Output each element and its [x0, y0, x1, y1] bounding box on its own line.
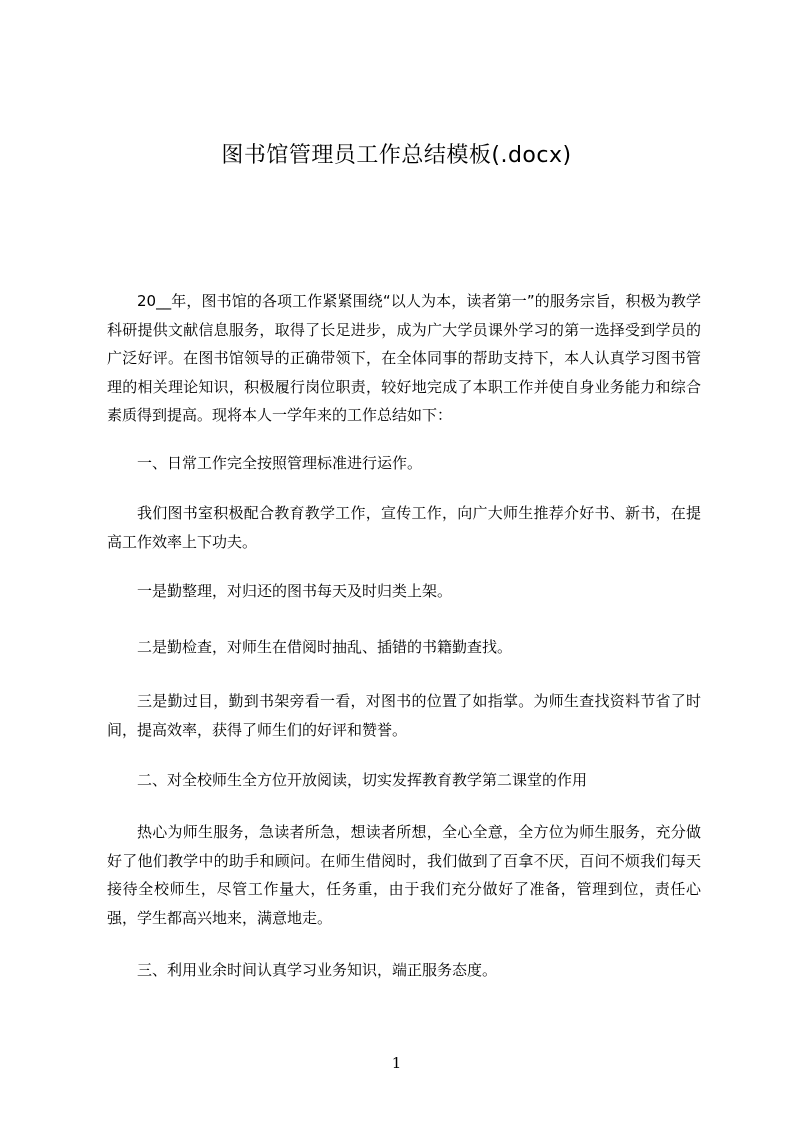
paragraph-inspect: 二是勤检查，对师生在借阅时抽乱、插错的书籍勤查找。	[137, 638, 513, 656]
section-heading-1: 一、日常工作完全按照管理标准进行运作。	[137, 454, 423, 472]
section-heading-2: 二、对全校师生全方位开放阅读，切实发挥教育教学第二课堂的作用	[137, 771, 588, 789]
section-heading-3: 三、利用业余时间认真学习业务知识，端正服务态度。	[137, 961, 498, 979]
paragraph-review: 三是勤过目，勤到书架旁看一看，对图书的位置了如指掌。为师生查找资料节省了时间，提高效率，获得了师生们的好评和赞誉。	[107, 692, 701, 739]
intro-paragraph: 20__年，图书馆的各项工作紧紧围绕“以人为本，读者第一”的服务宗旨，积极为教学科研提供文献信息服务，取得了长足进步，成为广大学员课外学习的第一选择受到学员的广泛好评。在图书馆领导的正确带领下，在全体同事的帮助支持下，本人认真学习图书管理的相关理论知识，积极履行岗位职责，较好地完成了本职工作并使自身业务能力和综合素质得到提高。现将本人一学年来的工作总结如下：	[107, 292, 701, 424]
paragraph-recommend-books: 我们图书室积极配合教育教学工作，宣传工作，向广大师生推荐介好书、新书，在提高工作效率上下功夫。	[107, 504, 701, 551]
paragraph-organize: 一是勤整理，对归还的图书每天及时归类上架。	[137, 582, 453, 600]
document-title: 图书馆管理员工作总结模板(.docx)	[221, 143, 572, 168]
paragraph-service: 热心为师生服务，急读者所急，想读者所想，全心全意，全方位为师生服务，充分做好了他们教学中的助手和顾问。在师生借阅时，我们做到了百拿不厌，百问不烦我们每天接待全校师生，尽管工作量大，任务重，由于我们充分做好了准备，管理到位，责任心强，学生都高兴地来，满意地走。	[107, 823, 701, 927]
page-number: 1	[391, 1054, 402, 1072]
